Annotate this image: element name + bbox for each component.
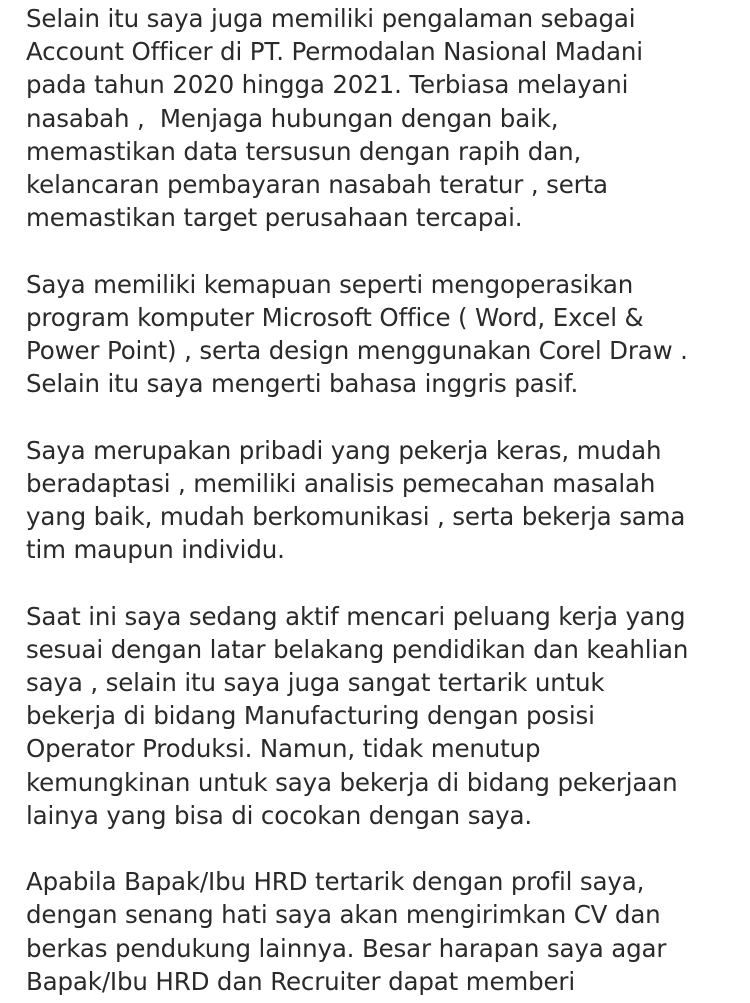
text-line: pada tahun 2020 hingga 2021. Terbiasa melayani bbox=[26, 70, 629, 100]
text-line: berkas pendukung lainnya. Besar harapan saya agar bbox=[26, 933, 667, 963]
text-line: yang baik, mudah berkomunikasi , serta bekerja sama bbox=[26, 502, 686, 532]
text-line: Apabila Bapak/Ibu HRD tertarik dengan profil saya, bbox=[26, 867, 645, 897]
text-line: Account Officer di PT. Permodalan Nasional Madani bbox=[26, 37, 643, 67]
text-line: sesuai dengan latar belakang pendidikan dan keahlian bbox=[26, 634, 689, 664]
text-line: memastikan target perusahaan tercapai. bbox=[26, 203, 523, 233]
text-line: Power Point) , serta design menggunakan Corel Draw . bbox=[26, 336, 688, 366]
text-line: memastikan data tersusun dengan rapih dan, bbox=[26, 136, 582, 166]
paragraph-experience bbox=[26, 2, 736, 234]
text-line: beradaptasi , memiliki analisis pemecahan masalah bbox=[26, 468, 656, 498]
text-line: saya , selain itu saya juga sangat tertarik untuk bbox=[26, 668, 605, 698]
text-line: Saat ini saya sedang aktif mencari peluang kerja yang bbox=[26, 601, 686, 631]
text-line: Selain itu saya mengerti bahasa inggris pasif. bbox=[26, 369, 579, 399]
text-line: Operator Produksi. Namun, tidak menutup bbox=[26, 734, 541, 764]
text-line: Selain itu saya juga memiliki pengalaman sebagai bbox=[26, 4, 636, 33]
text-line: kelancaran pembayaran nasabah teratur , serta bbox=[26, 170, 608, 200]
text-line: program komputer Microsoft Office ( Word, Excel & bbox=[26, 302, 644, 332]
text-line: bekerja di bidang Manufacturing dengan posisi bbox=[26, 701, 595, 731]
paragraph-skills bbox=[26, 268, 736, 401]
paragraph-closing bbox=[26, 865, 736, 998]
text-line: kemungkinan untuk saya bekerja di bidang pekerjaan bbox=[26, 767, 678, 797]
text-line: tim maupun individu. bbox=[26, 535, 285, 565]
text-line: lainya yang bisa di cocokan dengan saya. bbox=[26, 800, 533, 830]
text-line: dengan senang hati saya akan mengirimkan CV dan bbox=[26, 900, 661, 930]
text-line: Saya memiliki kemapuan seperti mengoperasikan bbox=[26, 269, 634, 299]
text-line: nasabah , Menjaga hubungan dengan baik, bbox=[26, 103, 559, 133]
message-body bbox=[26, 2, 736, 1003]
paragraph-job-search bbox=[26, 600, 736, 832]
text-line: Bapak/Ibu HRD dan Recruiter dapat memberi bbox=[26, 966, 576, 996]
paragraph-personality bbox=[26, 434, 736, 567]
text-line: Saya merupakan pribadi yang pekerja keras, mudah bbox=[26, 435, 662, 465]
